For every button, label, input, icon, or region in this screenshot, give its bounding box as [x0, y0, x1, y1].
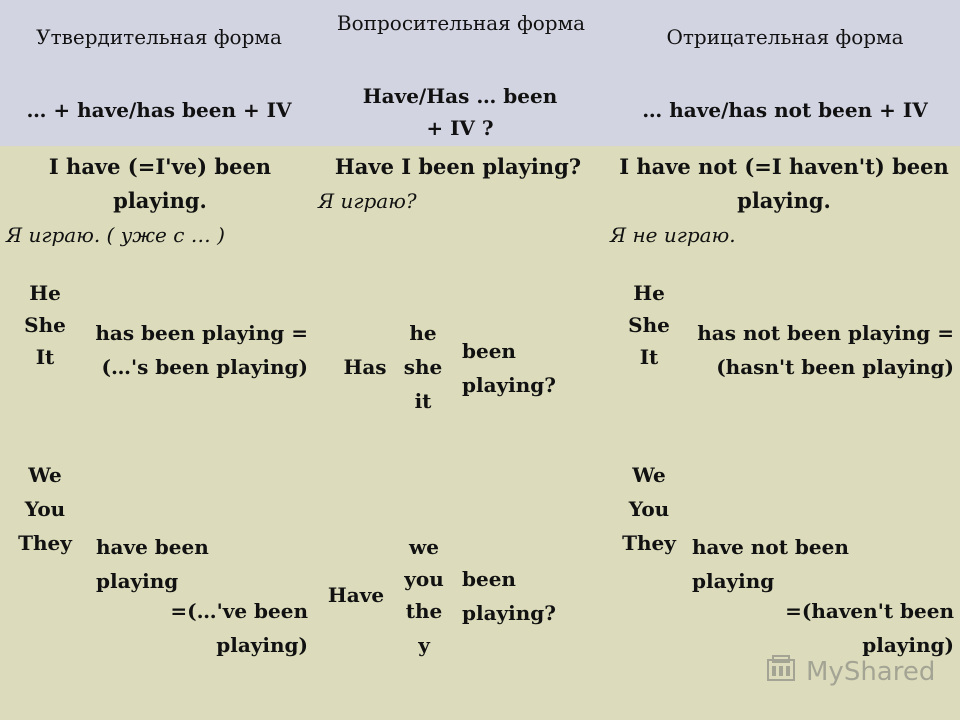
- row2-negative-subject-it: It: [639, 345, 659, 369]
- negative-formula: … have/has not been + IV: [642, 98, 928, 122]
- row3-question-subject-they: the y: [405, 599, 443, 657]
- row1-negative-translation: Я не играю.: [610, 223, 736, 247]
- watermark-text: MyShared: [806, 657, 936, 687]
- row3-subject-you: You: [24, 497, 66, 521]
- row3-question-subject-you: you: [404, 567, 444, 591]
- row3-affirmative-contraction: =(…'ve been playing): [170, 599, 308, 657]
- row1-question-translation: Я играю?: [318, 189, 417, 213]
- row2-question-subject-it: it: [414, 389, 432, 413]
- row3-negative-subject-you: You: [628, 497, 670, 521]
- row2-question-verb: been playing?: [462, 339, 557, 397]
- question-title: Вопросительная форма: [336, 11, 586, 35]
- row2-subject-he: He: [29, 281, 61, 305]
- row3-negative-subject-they: They: [622, 531, 676, 555]
- row2-question-subject-he: he: [409, 321, 437, 345]
- row2-negative-verb: has not been playing =(hasn't been playing): [697, 321, 954, 379]
- row3-question-aux: Have: [327, 583, 385, 607]
- row2-subject-she: She: [24, 313, 66, 337]
- row3-subject-we: We: [28, 463, 62, 487]
- row2-question-aux: Has: [343, 355, 387, 379]
- affirmative-formula: … + have/has been + IV: [26, 98, 292, 122]
- shared-logo-icon: [766, 654, 800, 690]
- watermark: [766, 654, 935, 690]
- row1-negative: I have not (=I haven't) been playing.: [619, 154, 949, 213]
- row3-negative-verb: have not been playing: [692, 535, 849, 593]
- row3-question-subject-we: we: [409, 535, 439, 559]
- row3-negative-contraction: =(haven't been playing): [785, 599, 954, 657]
- row2-question-subject-she: she: [403, 355, 443, 379]
- row2-subject-it: It: [35, 345, 55, 369]
- row3-negative-subject-we: We: [632, 463, 666, 487]
- row1-affirmative: I have (=I've) been playing.: [48, 154, 272, 213]
- affirmative-title: Утвердительная форма: [36, 25, 282, 49]
- row2-negative-subject-he: He: [633, 281, 665, 305]
- row1-affirmative-translation: Я играю. ( уже с … ): [6, 223, 225, 247]
- negative-title: Отрицательная форма: [666, 25, 904, 49]
- row1-question: Have I been playing?: [334, 154, 582, 179]
- row3-question-verb: been playing?: [462, 567, 557, 625]
- question-formula: Have/Has … been + IV ?: [362, 84, 558, 140]
- row3-affirmative-verb: have been playing: [96, 535, 209, 593]
- row2-negative-subject-she: She: [628, 313, 670, 337]
- row2-affirmative-verb: has been playing =(…'s been playing): [95, 321, 308, 379]
- row3-subject-they: They: [18, 531, 72, 555]
